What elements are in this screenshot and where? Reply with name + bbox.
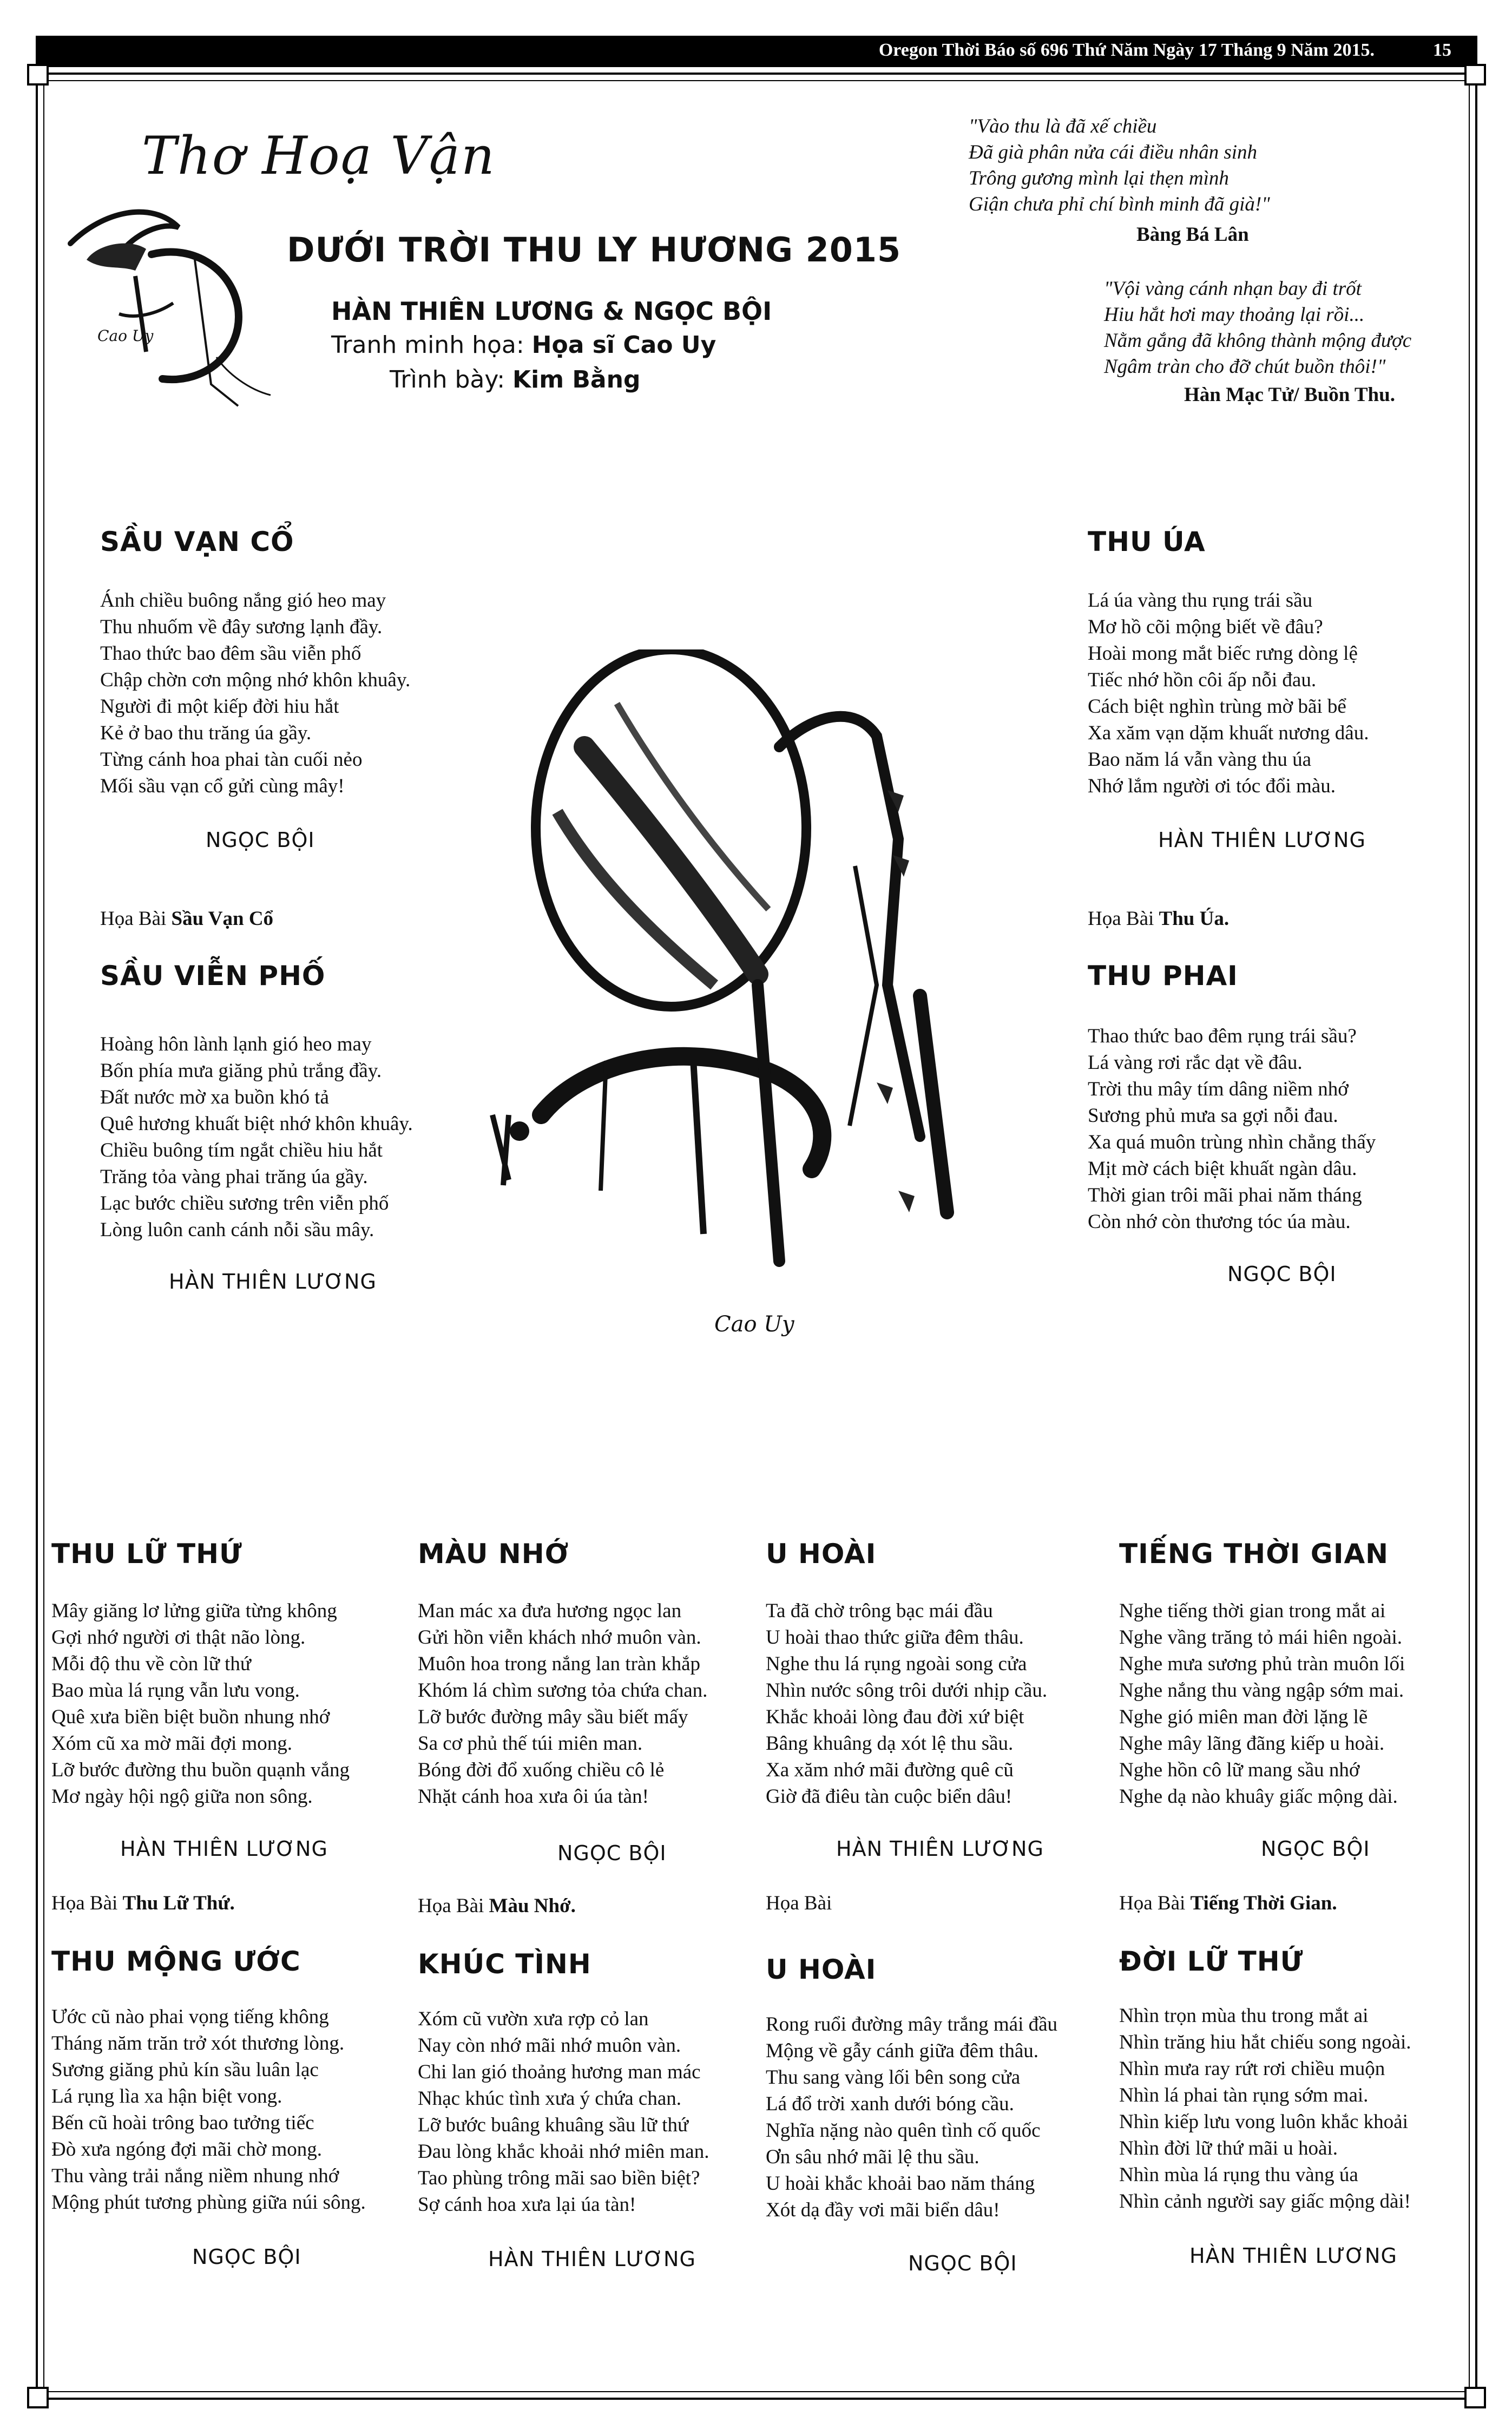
- response-title: Thu Úa.: [1159, 908, 1230, 930]
- layout-label: Trình bày:: [390, 366, 505, 393]
- epigraph-author-2: Hàn Mạc Tử/ Buồn Thu.: [1184, 384, 1395, 406]
- poem-title: SẦU VIỄN PHỐ: [100, 960, 326, 992]
- masthead-signature: Cao Uy: [97, 327, 154, 345]
- poem-title: KHÚC TÌNH: [418, 1948, 591, 1980]
- poem-body: Hoàng hôn lành lạnh gió heo may Bốn phía mưa giăng phủ trắng đầy. Đất nước mờ xa buồn khó tả Quê hương khuất biệt nhớ khôn khuây. Chiều buông tím ngắt chiều hiu hắt Trăng tỏa vàng phai trăng úa gầy. Lạc bước chiều sương trên viễn phố Lòng luôn canh cánh nỗi sầu mây.: [100, 1033, 413, 1241]
- poem-author: HÀN THIÊN LƯƠNG: [1158, 828, 1366, 852]
- poem-author: HÀN THIÊN LƯƠNG: [1189, 2244, 1397, 2268]
- illustration-signature: Cao Uy: [714, 1312, 794, 1337]
- main-title: DƯỚI TRỜI THU LY HƯƠNG 2015: [287, 230, 902, 270]
- response-label: Họa Bài: [766, 1892, 832, 1914]
- poem-author: NGỌC BỘI: [1227, 1262, 1337, 1286]
- poem-title: THU LỮ THỨ: [51, 1538, 242, 1570]
- issue-line: Oregon Thời Báo số 696 Thứ Năm Ngày 17 Tháng 9 Năm 2015.: [878, 40, 1375, 60]
- poem-title: THU PHAI: [1088, 960, 1238, 992]
- poem-author: NGỌC BỘI: [557, 1841, 667, 1865]
- poem-title: U HOÀI: [766, 1954, 877, 1985]
- poem-author: HÀN THIÊN LƯƠNG: [120, 1837, 328, 1861]
- poem-body: Mây giăng lơ lửng giữa từng không Gợi nhớ người ơi thật não lòng. Mỗi độ thu về còn lữ thứ Bao mùa lá rụng vẫn lưu vong. Quê xưa biền biệt buồn nhung nhớ Xóm cũ xa mờ mãi đợi mong. Lỡ bước đường thu buồn quạnh vắng Mơ ngày hội ngộ giữa non sông.: [51, 1600, 350, 1808]
- poem-body: Ta đã chờ trông bạc mái đầu U hoài thao thức giữa đêm thâu. Nghe thu lá rụng ngoài song cửa Nhìn nước sông trôi dưới nhịp cầu. Khắc khoải lòng đau đời xứ biệt Bâng khuâng dạ xót lệ thu sầu. Xa xăm nhớ mãi đường quê cũ Giờ đã điêu tàn cuộc biển dâu!: [766, 1600, 1048, 1808]
- poem-author: HÀN THIÊN LƯƠNG: [836, 1837, 1044, 1861]
- central-ink-illustration: [476, 649, 1017, 1353]
- poem-author: HÀN THIÊN LƯƠNG: [169, 1270, 377, 1294]
- poem-title: TIẾNG THỜI GIAN: [1119, 1538, 1389, 1570]
- response-reference: [418, 1894, 576, 1918]
- frame-corner-ornament: [1464, 64, 1486, 86]
- poem-author: NGỌC BỘI: [1261, 1837, 1370, 1861]
- response-reference: [1088, 907, 1229, 930]
- poem-body: Nghe tiếng thời gian trong mắt ai Nghe vầng trăng tỏ mái hiên ngoài. Nghe mưa sương phủ tràn muôn lối Nghe nắng thu vàng ngập sớm mai. Nghe gió miên man đời lặng lẽ Nghe mây lãng đãng kiếp u hoài. Nghe hồn cô lữ mang sầu nhớ Nghe dạ nào khuây giấc mộng dài.: [1119, 1600, 1405, 1808]
- response-label: Họa Bài: [1119, 1892, 1186, 1914]
- poem-title: U HOÀI: [766, 1538, 877, 1570]
- poem-title: THU ÚA: [1088, 526, 1206, 557]
- poem-author: NGỌC BỘI: [908, 2251, 1017, 2275]
- response-label: Họa Bài: [51, 1892, 118, 1914]
- response-title: Màu Nhớ.: [489, 1895, 576, 1917]
- frame-corner-ornament: [27, 2387, 49, 2408]
- response-label: Họa Bài: [418, 1895, 484, 1917]
- poem-body: Man mác xa đưa hương ngọc lan Gửi hồn viễn khách nhớ muôn vàn. Muôn hoa trong nắng lan tràn khắp Khóm lá chìm sương tỏa chứa chan. Lỡ bước đường mây sầu biết mấy Sa cơ phủ thế túi miên man. Bóng đời đổ xuống chiều cô lẻ Nhặt cánh hoa xưa ôi úa tàn!: [418, 1600, 708, 1808]
- poem-body: Ước cũ nào phai vọng tiếng không Tháng năm trăn trở xót thương lòng. Sương giăng phủ kín sầu luân lạc Lá rụng lìa xa hận biệt vong. Bến cũ hoài trông bao tưởng tiếc Đò xưa ngóng đợi mãi chờ mong. Thu vàng trải nắng niềm nhung nhớ Mộng phút tương phùng giữa núi sông.: [51, 2006, 366, 2214]
- poem-body: Xóm cũ vườn xưa rợp cỏ lan Nay còn nhớ mãi nhớ muôn vàn. Chi lan gió thoảng hương man mác Nhạc khúc tình xưa ý chứa chan. Lỡ bước buâng khuâng sầu lữ thứ Đau lòng khắc khoải nhớ miên man. Tao phùng trông mãi sao biền biệt? Sợ cánh hoa xưa lại úa tàn!: [418, 2008, 709, 2216]
- poem-body: Rong ruổi đường mây trắng mái đầu Mộng về gẫy cánh giữa đêm thâu. Thu sang vàng lối bên song cửa Lá đổ trời xanh dưới bóng cầu. Nghĩa nặng nào quên tình cố quốc Ơn sâu nhớ mãi lệ thu sầu. U hoài khắc khoải bao năm tháng Xót dạ đầy vơi mãi biển dâu!: [766, 2013, 1058, 2221]
- column-title: Thơ Hoạ Vận: [142, 126, 496, 186]
- response-label: Họa Bài: [1088, 908, 1154, 930]
- response-title: Sầu Vạn Cổ: [171, 908, 274, 930]
- frame-corner-ornament: [1464, 2387, 1486, 2408]
- poem-author: NGỌC BỘI: [192, 2245, 301, 2269]
- illustration-label: Tranh minh họa:: [331, 331, 524, 359]
- poem-body: Nhìn trọn mùa thu trong mắt ai Nhìn trăng hiu hắt chiếu song ngoài. Nhìn mưa ray rứt rơi chiều muộn Nhìn lá phai tàn rụng sớm mai. Nhìn kiếp lưu vong luôn khắc khoải Nhìn đời lữ thứ mãi u hoài. Nhìn mùa lá rụng thu vàng úa Nhìn cảnh người say giấc mộng dài!: [1119, 2005, 1411, 2213]
- illustration-name: Họa sĩ Cao Uy: [531, 331, 716, 359]
- epigraph-quote-2: "Vội vàng cánh nhạn bay đi trốt Hiu hắt hơi may thoảng lại rồi... Nằm gắng đã không thành mộng được Ngâm tràn cho đỡ chút buồn thôi!": [1104, 278, 1412, 378]
- issue-header-bar: [36, 36, 1477, 67]
- epigraph-author-1: Bàng Bá Lân: [1136, 224, 1249, 246]
- poem-title: MÀU NHỚ: [418, 1538, 569, 1570]
- poem-body: Lá úa vàng thu rụng trái sầu Mơ hồ cõi mộng biết về đâu? Hoài mong mắt biếc rưng dòng lệ Tiếc nhớ hồn côi ấp nỗi đau. Cách biệt nghìn trùng mờ bãi bể Xa xăm vạn dặm khuất nương dâu. Bao năm lá vẫn vàng thu úa Nhớ lắm người ơi tóc đổi màu.: [1088, 589, 1369, 797]
- epigraph-quote-1: "Vào thu là đã xế chiều Đã già phân nửa cái điều nhân sinh Trông gương mình lại thẹn mình Giận chưa phỉ chí bình minh đã già!": [969, 115, 1270, 215]
- frame-corner-ornament: [27, 64, 49, 86]
- response-title: Thu Lữ Thứ.: [122, 1892, 235, 1914]
- response-reference: [766, 1892, 832, 1915]
- poem-body: Thao thức bao đêm rụng trái sầu? Lá vàng rơi rắc dạt về đâu. Trời thu mây tím dâng niềm nhớ Sương phủ mưa sa gợi nỗi đau. Xa quá muôn trùng nhìn chẳng thấy Mịt mờ cách biệt khuất ngàn dâu. Thời gian trôi mãi phai năm tháng Còn nhớ còn thương tóc úa màu.: [1088, 1025, 1376, 1233]
- response-label: Họa Bài: [100, 908, 167, 930]
- poem-title: THU MỘNG ƯỚC: [51, 1946, 301, 1977]
- masthead-brush-illustration: [54, 179, 281, 422]
- response-reference: [51, 1892, 235, 1915]
- poem-title: ĐỜI LỮ THỨ: [1119, 1946, 1304, 1977]
- response-reference: [1119, 1892, 1337, 1915]
- layout-credit: [390, 366, 640, 393]
- response-title: Tiếng Thời Gian.: [1190, 1892, 1337, 1914]
- page-number: 15: [1433, 40, 1451, 60]
- response-reference: [100, 907, 273, 930]
- layout-name: Kim Bằng: [512, 366, 641, 393]
- poem-authors: HÀN THIÊN LƯƠNG & NGỌC BỘI: [331, 297, 772, 326]
- poem-author: NGỌC BỘI: [206, 828, 315, 852]
- poem-title: SẦU VẠN CỔ: [100, 526, 294, 557]
- poem-author: HÀN THIÊN LƯƠNG: [488, 2247, 696, 2271]
- poem-body: Ánh chiều buông nắng gió heo may Thu nhuốm về đây sương lạnh đầy. Thao thức bao đêm sầu viễn phố Chập chờn cơn mộng nhớ khôn khuây. Người đi một kiếp đời hiu hắt Kẻ ở bao thu trăng úa gầy. Từng cánh hoa phai tàn cuối nẻo Mối sầu vạn cổ gửi cùng mây!: [100, 589, 411, 797]
- illustration-credit: [331, 331, 716, 359]
